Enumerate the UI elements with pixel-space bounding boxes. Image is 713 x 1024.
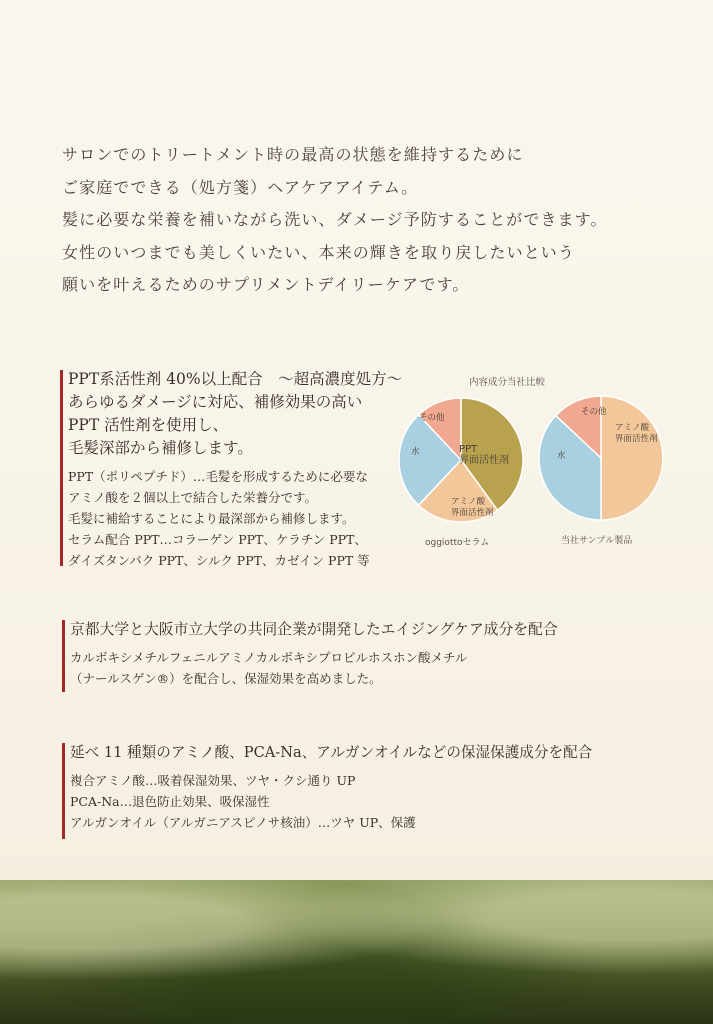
section-body-line: PCA-Na…退色防止効果、吸保湿性 bbox=[70, 794, 270, 809]
section-body-line: 毛髪に補給することにより最深部から補修します。 bbox=[68, 511, 355, 526]
aging-care-section bbox=[70, 618, 690, 689]
intro-line: サロンでのトリートメント時の最高の状態を維持するために bbox=[62, 145, 524, 164]
pie-slice-label: 水 bbox=[411, 447, 420, 457]
pie-slice-label: PPT 界面活性剤 bbox=[459, 444, 509, 466]
section-subheading: PPT 活性剤を使用し、 bbox=[68, 416, 229, 434]
pie-slice-label: その他 bbox=[419, 413, 445, 423]
grass-photo bbox=[0, 880, 713, 1024]
ppt-section bbox=[68, 367, 403, 571]
pie-slice-label: アミノ酸界面活性剤 bbox=[615, 423, 658, 444]
section-body-line: アミノ酸を２個以上で結合した栄養分です。 bbox=[68, 490, 318, 505]
intro-line: ご家庭でできる（処方箋）ヘアケアアイテム。 bbox=[62, 177, 419, 197]
ingredient-comparison-charts bbox=[395, 374, 705, 554]
section-heading: PPT系活性剤 40%以上配合 ～超高濃度処方～ bbox=[68, 370, 403, 388]
section-subheading: あらゆるダメージに対応、補修効果の高い bbox=[68, 393, 363, 411]
section-body-line: （ナールスゲン®）を配合し、保湿効果を高めました。 bbox=[70, 671, 382, 686]
section-accent-bar bbox=[62, 743, 65, 839]
intro-line: 女性のいつまでも美しくいたい、本来の輝きを取り戻したいという bbox=[62, 242, 576, 262]
section-accent-bar bbox=[60, 370, 63, 566]
chart-title: 内容成分当社比較 bbox=[469, 377, 546, 388]
intro-line: 願いを叶えるためのサプリメントデイリーケアです。 bbox=[62, 275, 470, 294]
section-heading: 京都大学と大阪市立大学の共同企業が開発したエイジングケア成分を配合 bbox=[70, 621, 558, 638]
pie-charts-svg bbox=[395, 374, 705, 554]
pie-slice-label: アミノ酸界面活性剤 bbox=[451, 497, 494, 518]
section-body-line: 複合アミノ酸…吸着保湿効果、ツヤ・クシ通り UP bbox=[70, 773, 356, 788]
section-body-line: ダイズタンパク PPT、シルク PPT、カゼイン PPT 等 bbox=[68, 553, 370, 568]
section-body-line: カルボキシメチルフェニルアミノカルボキシプロピルホスホン酸メチル bbox=[70, 650, 468, 665]
section-heading: 延べ 11 種類のアミノ酸、PCA-Na、アルガンオイルなどの保湿保護成分を配合 bbox=[70, 744, 593, 761]
pie-slice bbox=[601, 396, 663, 520]
section-subheading: 毛髪深部から補修します。 bbox=[68, 439, 253, 457]
section-body-line: アルガンオイル（アルガニアスピノサ核油）…ツヤ UP、保護 bbox=[70, 815, 416, 830]
section-body-line: セラム配合 PPT…コラーゲン PPT、ケラチン PPT、 bbox=[68, 532, 367, 547]
chart-caption-right: 当社サンプル製品 bbox=[561, 536, 633, 546]
section-body-line: PPT（ポリペプチド）…毛髪を形成するために必要な bbox=[68, 469, 368, 484]
chart-caption-left: oggiottoセラム bbox=[425, 538, 490, 548]
section-accent-bar bbox=[62, 620, 65, 692]
intro-line: 髪に必要な栄養を補いながら洗い、ダメージ予防することができます。 bbox=[62, 210, 608, 229]
pie-slice-label: その他 bbox=[581, 407, 607, 417]
intro-paragraph bbox=[62, 139, 662, 302]
pie-slice-label: 水 bbox=[557, 451, 566, 461]
moisturizing-section bbox=[70, 741, 700, 833]
